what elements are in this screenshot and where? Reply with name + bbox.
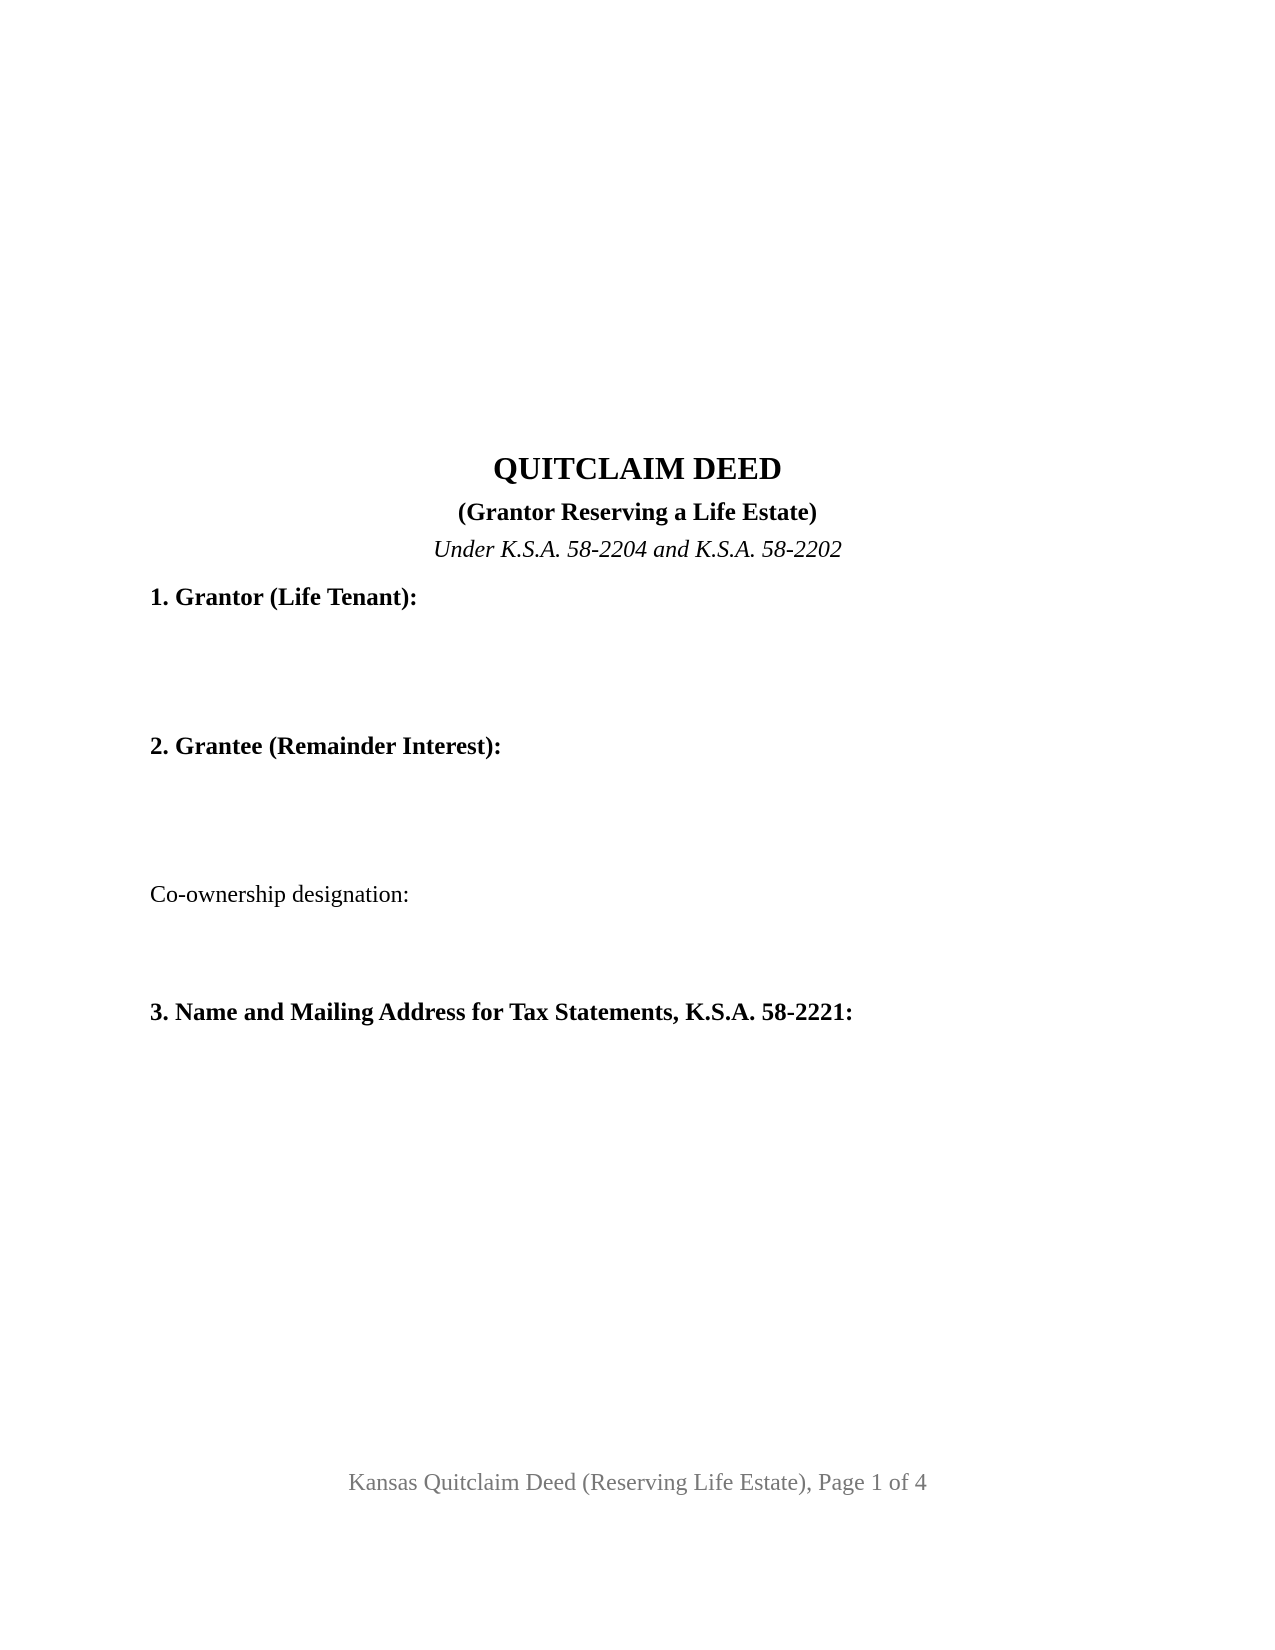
document-title: QUITCLAIM DEED [493,450,782,486]
page-footer: Kansas Quitclaim Deed (Reserving Life Estate), Page 1 of 4 [348,1470,927,1496]
tax-statements-heading: 3. Name and Mailing Address for Tax Statements, K.S.A. 58-2221: [150,999,854,1026]
statute-line: Under K.S.A. 58-2204 and K.S.A. 58-2202 [433,537,842,563]
grantee-heading: 2. Grantee (Remainder Interest): [150,733,502,760]
document-subtitle: (Grantor Reserving a Life Estate) [457,499,818,526]
coownership-label: Co-ownership designation: [150,882,410,908]
grantor-heading: 1. Grantor (Life Tenant): [150,584,418,611]
